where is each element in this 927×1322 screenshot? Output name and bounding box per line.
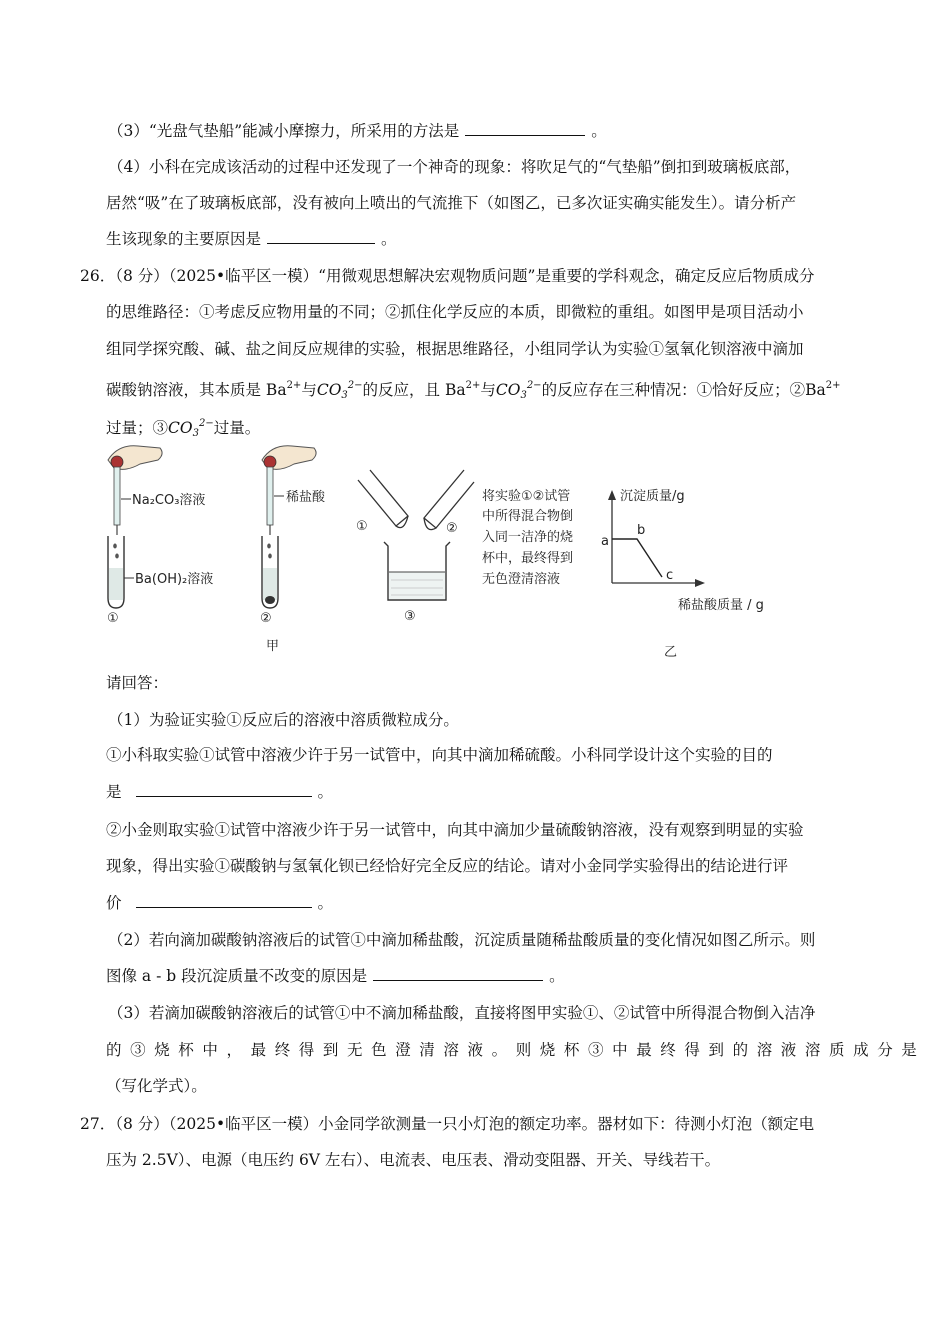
beaker-text-line: 杯中，最终得到 [482, 551, 574, 566]
q26-line3: 组同学探究酸、碱、盐之间反应规律的实验，根据思维路径，小组同学认为实验①氢氧化钡溶液中滴加 [106, 340, 804, 358]
superscript: 2+ [465, 380, 481, 391]
num-1: ① [107, 611, 119, 626]
beaker-text-line: 中所得混合物倒 [482, 509, 574, 524]
beaker-description [482, 488, 573, 587]
beaker [384, 542, 450, 600]
num-2-tube: ② [446, 521, 458, 536]
period: 。 [549, 967, 565, 985]
beaker-text-line: 将实验①②试管 [482, 489, 571, 504]
superscript: 2− [526, 380, 542, 391]
text: 的③烧杯中，最终得到无色澄清溶液。则烧杯③中最终得到的溶液溶质成分是 [106, 1041, 926, 1059]
text: 图像 a - b 段沉淀质量不改变的原因是 [106, 967, 368, 985]
q26-sub1-q1-line1: ①小科取实验①试管中溶液少许于另一试管中，向其中滴加稀硫酸。小科同学设计这个实验的目的 [106, 746, 773, 764]
experiment-figure [0, 440, 927, 670]
q26-sub1-q2-line3 [106, 893, 333, 913]
graph-ylabel: 沉淀质量/g [620, 489, 685, 504]
q25-part4-line3-text: 生该现象的主要原因是 [106, 230, 262, 248]
point-c: c [666, 568, 674, 583]
q25-part3-text: （3）“光盘气垫船”能减小摩擦力，所采用的方法是 [108, 122, 460, 140]
graph-xlabel: 稀盐酸质量 / g [678, 598, 764, 613]
answer-blank[interactable] [373, 966, 543, 981]
q26-sub2-line1: （2）若向滴加碳酸钠溶液后的试管①中滴加稀盐酸，沉淀质量随稀盐酸质量的变化情况如图乙所示。则 [108, 931, 816, 949]
beaker-text-line: 入同一洁净的烧 [482, 530, 574, 545]
subscript: 3 [192, 428, 199, 439]
q26-sub3-line2 [106, 1040, 926, 1060]
q27-line2: 压为 2.5V）、电源（电压约 6V 左右）、电流表、电压表、滑动变阻器、开关、导线若干。 [106, 1151, 721, 1169]
test-tube-2 [262, 536, 278, 608]
q26-sub1-q1-line2 [106, 782, 333, 802]
q26-sub1-q2-line2: 现象，得出实验①碳酸钠与氢氧化钡已经恰好完全反应的结论。请对小金同学实验得出的结论进行评 [106, 857, 789, 875]
text: 的反应存在三种情况：①恰好反应；②Ba [541, 381, 826, 399]
subscript: 3 [520, 390, 527, 401]
point-a: a [601, 534, 609, 549]
text: 碳酸钠溶液，其本质是 Ba [106, 381, 287, 399]
graph-line [612, 539, 662, 577]
text: 是 [106, 783, 122, 801]
num-3: ③ [404, 609, 416, 624]
superscript: 2+ [825, 380, 841, 391]
beaker-text-line: 无色澄清溶液 [482, 572, 561, 587]
q26-sub3-line1: （3）若滴加碳酸钠溶液后的试管①中不滴加稀盐酸，直接将图甲实验①、②试管中所得混合物倒入洁净 [108, 1004, 816, 1022]
text: 与 [301, 381, 317, 399]
hand-dropper-icon-1 [108, 446, 162, 535]
caption-yi: 乙 [664, 645, 678, 660]
period: 。 [317, 894, 334, 912]
text: 过量。 [213, 419, 261, 437]
caption-jia: 甲 [266, 639, 280, 654]
text: 价 [106, 894, 122, 912]
point-b: b [637, 523, 646, 538]
q25-part4-line3 [106, 229, 397, 249]
superscript: 2− [198, 418, 214, 429]
carbonate-ion: CO [495, 381, 521, 399]
q26-sub1-q2-line1: ②小金则取实验①试管中溶液少许于另一试管中，向其中滴加少量硫酸钠溶液，没有观察到明显的实验 [106, 821, 804, 839]
q26-sub3-line3: （写化学式）。 [106, 1077, 207, 1095]
label-na2co3: Na₂CO₃溶液 [132, 493, 206, 508]
answer-blank[interactable] [465, 121, 585, 136]
num-2: ② [260, 611, 272, 626]
q25-part4-line1: （4）小科在完成该活动的过程中还发现了一个神奇的现象：将吹足气的“气垫船”倒扣到玻璃板底部， [108, 158, 801, 176]
q26-sub1-title: （1）为验证实验①反应后的溶液中溶质微粒成分。 [108, 711, 459, 729]
test-tube-1 [108, 536, 124, 608]
carbonate-ion: CO [168, 419, 193, 437]
q26-line1: 26．（8 分）（2025•临平区一模）“用微观思想解决宏观物质问题”是重要的学科观念，确定反应后物质成分 [80, 267, 815, 285]
period: 。 [381, 230, 397, 248]
q26-line4 [106, 376, 840, 406]
text: 与 [480, 381, 496, 399]
precipitate-graph [601, 488, 764, 613]
subscript: 3 [341, 390, 348, 401]
answer-blank[interactable] [136, 893, 312, 908]
q25-part4-line2: 居然“吸”在了玻璃板底部，没有被向上喷出的气流推下（如图乙，已多次证实确实能发生）。请分析产 [106, 194, 797, 212]
q25-part3 [108, 121, 607, 141]
superscript: 2− [347, 380, 363, 391]
answer-blank[interactable] [136, 782, 312, 797]
label-baoh2: Ba(OH)₂溶液 [135, 572, 214, 587]
text: 过量；③ [106, 419, 169, 437]
period: 。 [591, 122, 607, 140]
period: 。 [317, 783, 334, 801]
q26-line2: 的思维路径：①考虑反应物用量的不同；②抓住化学反应的本质，即微粒的重组。如图甲是项目活动小 [106, 303, 804, 321]
q26-sub2-line2 [106, 966, 565, 986]
q27-line1: 27．（8 分）（2025•临平区一模）小金同学欲测量一只小灯泡的额定功率。器材如下：待测小灯泡（额定电 [80, 1115, 815, 1133]
carbonate-ion: CO [316, 381, 342, 399]
answer-blank[interactable] [267, 229, 375, 244]
answer-prompt: 请回答： [106, 674, 169, 692]
text: 的反应，且 Ba [362, 381, 466, 399]
label-hcl: 稀盐酸 [286, 490, 326, 505]
num-1-tube: ① [356, 519, 368, 534]
superscript: 2+ [286, 380, 302, 391]
